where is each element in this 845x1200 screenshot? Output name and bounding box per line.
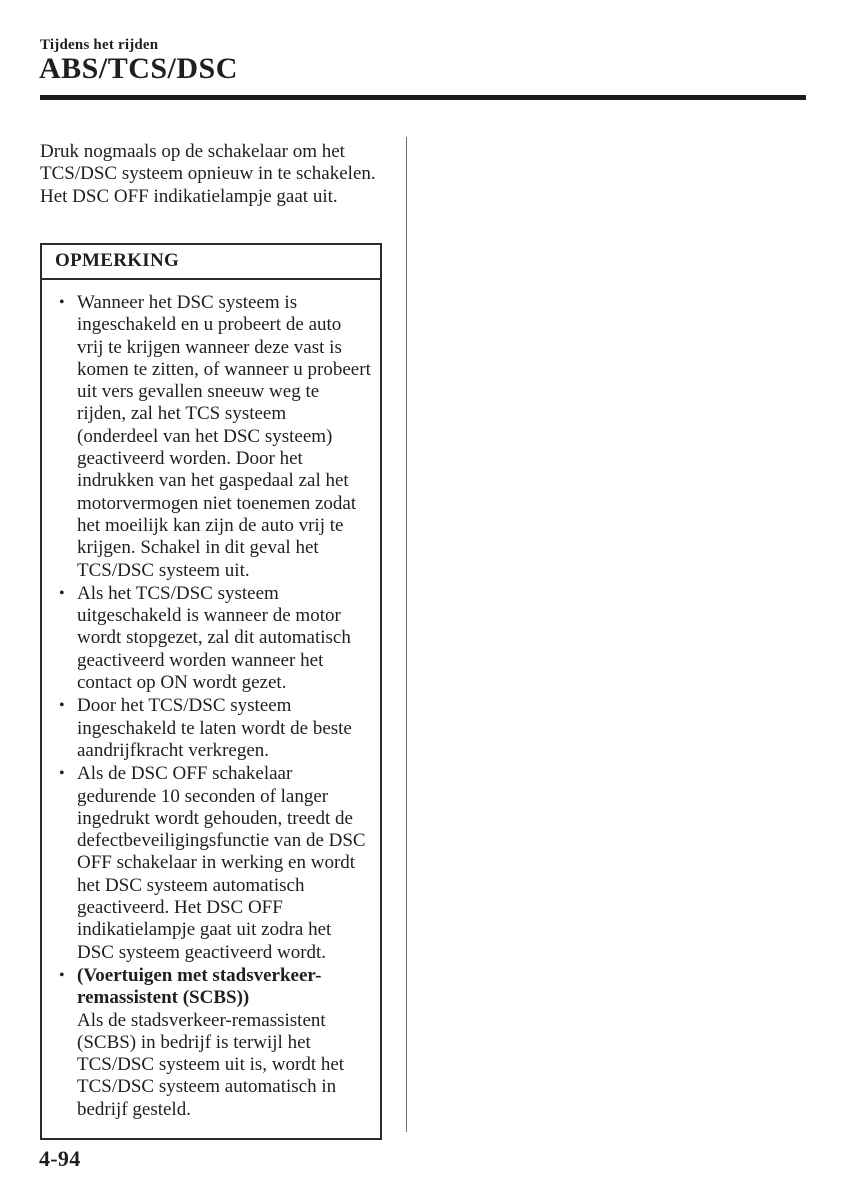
note-bullet-text: Als het TCS/DSC systeem uitgeschakeld is wanneer de motor wordt stopgezet, zal dit automatisch geactiveerd worden wanneer het contact op ON wordt gezet.: [77, 582, 351, 694]
intro-paragraph: Druk nogmaals op de schakelaar om het TCS/DSC systeem opnieuw in te schakelen. Het DSC OFF indikatielampje gaat uit.: [40, 141, 376, 207]
note-bullet-text: Door het TCS/DSC systeem ingeschakeld te laten wordt de beste aandrijfkracht verkregen.: [77, 695, 352, 761]
page-title: ABS/TCS/DSC: [39, 52, 238, 85]
note-list: [42, 292, 372, 1121]
note-title: OPMERKING: [42, 245, 380, 280]
note-bullet: [77, 763, 372, 964]
page-number: 4-94: [39, 1146, 81, 1171]
note-bullet: [77, 292, 372, 582]
note-bullet-bold-lead: • (Voertuigen met stadsverkeer-remassistent (SCBS)): [77, 964, 322, 1009]
note-body: [42, 280, 380, 1138]
header-rule: [40, 95, 806, 100]
note-bullet-text: Als de stadsverkeer-remassistent (SCBS) in bedrijf is terwijl het TCS/DSC systeem uit is, wordt het TCS/DSC systeem automatisch in bedrijf gesteld.: [77, 1009, 345, 1120]
note-bullet-text: Wanneer het DSC systeem is ingeschakeld en u probeert de auto vrij te krijgen wanneer deze vast is komen te zitten, of wanneer u probeert uit vers gevallen sneeuw weg te rijden, zal het TCS systeem (onderdeel van het DSC systeem) geactiveerd worden. Door het indrukken van het gaspedaal zal het motorvermogen niet toenemen zodat het moeilijk kan zijn de auto vrij te krijgen. Schakel in dit geval het TCS/DSC systeem uit.: [77, 292, 371, 581]
note-bullet: [77, 583, 372, 694]
note-bullet: [77, 695, 372, 762]
note-box: [40, 243, 382, 1140]
section-label: Tijdens het rijden: [40, 37, 159, 53]
note-bullet: [77, 965, 372, 1121]
note-bullet-text: Als de DSC OFF schakelaar gedurende 10 seconden of langer ingedrukt wordt gehouden, treedt de defectbeveiligingsfunctie van de DSC OFF schakelaar in werking en wordt het DSC systeem automatisch geactiveerd. Het DSC OFF indikatielampje gaat uit zodra het DSC systeem geactiveerd wordt.: [77, 763, 366, 963]
column-divider: [406, 137, 407, 1132]
